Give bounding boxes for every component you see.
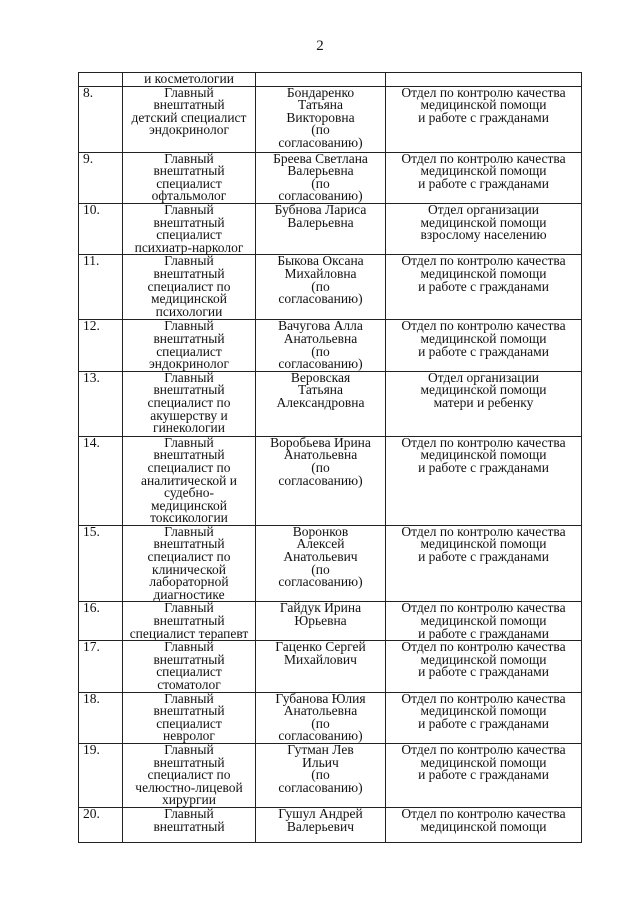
- department-cell: [386, 743, 582, 807]
- person-name-line: согласованию): [278, 356, 363, 372]
- department-line: и работе с гражданами: [418, 664, 549, 680]
- person-name-cell: [256, 320, 386, 371]
- specialist-title-line: внештатный: [153, 447, 225, 463]
- department-line: медицинской помощи: [420, 703, 547, 719]
- department-line: Отдел по контролю качества: [401, 253, 566, 269]
- person-name-cell: [256, 152, 386, 203]
- person-name-line: Бреева Светлана: [273, 150, 368, 166]
- specialist-title-line: хирургии: [161, 792, 217, 808]
- specialist-title-line: лабораторной: [149, 574, 229, 590]
- department-line: Отдел по контролю качества: [401, 600, 566, 616]
- person-name-line: Валерьевич: [286, 818, 355, 834]
- specialist-title-cell: [123, 371, 256, 436]
- specialist-title-line: гинекологии: [153, 420, 225, 436]
- person-name-line: Анатольевна: [283, 330, 358, 346]
- specialist-title-line: Главный: [164, 690, 214, 706]
- table-row: [79, 807, 582, 842]
- department-cell: [386, 371, 582, 436]
- specialist-title-line: внештатный: [153, 265, 225, 281]
- specialist-title-line: Главный: [164, 639, 214, 655]
- specialist-title-cell: [123, 602, 256, 641]
- department-line: Отдел организации: [428, 201, 539, 217]
- person-name-line: согласованию): [278, 188, 363, 204]
- table-row: [79, 203, 582, 254]
- specialist-title-line: Главный: [164, 369, 214, 385]
- specialist-title-line: специалист по: [147, 549, 231, 565]
- table-row: [79, 320, 582, 371]
- person-name-cell: [256, 371, 386, 436]
- person-name-line: Бондаренко: [286, 84, 355, 100]
- person-name-line: Татьяна: [297, 382, 344, 398]
- department-line: медицинской помощи: [420, 214, 547, 230]
- specialist-title-line: невролог: [163, 728, 215, 744]
- specialist-title-line: эндокринолог: [149, 122, 229, 138]
- specialists-table-body: [79, 73, 582, 843]
- specialist-title-line: Главный: [164, 318, 214, 334]
- department-line: и работе с гражданами: [418, 767, 549, 783]
- department-cell: [386, 320, 582, 371]
- specialist-title-cell: [123, 255, 256, 320]
- department-line: Отдел по контролю качества: [401, 805, 566, 821]
- department-cell: [386, 807, 582, 842]
- table-row: [79, 86, 582, 152]
- table-row: [79, 692, 582, 743]
- department-line: медицинской помощи: [420, 818, 547, 834]
- person-name-line: Веровская: [290, 369, 351, 385]
- table-row: [79, 602, 582, 641]
- table-row: [79, 371, 582, 436]
- specialist-title-line: эндокринолог: [149, 356, 229, 372]
- person-name-line: Викторовна: [286, 109, 355, 125]
- specialist-title-line: специалист: [156, 715, 222, 731]
- specialist-title-line: Главный: [164, 150, 214, 166]
- department-line: и работе с гражданами: [418, 343, 549, 359]
- department-line: медицинской помощи: [420, 97, 547, 113]
- department-line: и работе с гражданами: [418, 109, 549, 125]
- person-name-cell: [256, 807, 386, 842]
- specialist-title-line: Главный: [164, 253, 214, 269]
- person-name-cell: [256, 525, 386, 602]
- specialist-title-line: специалист по: [147, 394, 231, 410]
- specialist-title-line: внештатный: [153, 613, 225, 629]
- specialist-title-line: специалист: [156, 227, 222, 243]
- row-number: 16.: [79, 602, 123, 641]
- person-name-line: (по: [311, 767, 330, 783]
- specialist-title-cell: [123, 152, 256, 203]
- department-line: Отдел по контролю качества: [401, 523, 566, 539]
- department-line: Отдел по контролю качества: [401, 639, 566, 655]
- row-number: 17.: [79, 641, 123, 692]
- row-number: 19.: [79, 743, 123, 807]
- specialist-title-line: токсикологии: [150, 510, 228, 526]
- person-name-cell: [256, 255, 386, 320]
- department-line: матери и ребенку: [433, 394, 534, 410]
- specialist-title-line: Главный: [164, 600, 214, 616]
- department-line: медицинской помощи: [420, 330, 547, 346]
- specialist-title-cell: [123, 436, 256, 525]
- specialists-table: [78, 72, 582, 843]
- specialist-title-line: Главный: [164, 805, 214, 821]
- department-line: медицинской помощи: [420, 447, 547, 463]
- person-name-cell: [256, 641, 386, 692]
- department-line: медицинской помощи: [420, 754, 547, 770]
- department-line: и работе с гражданами: [418, 549, 549, 565]
- person-name-line: Гушул Андрей: [278, 805, 363, 821]
- specialist-title-cell: [123, 320, 256, 371]
- person-name-cell: [256, 743, 386, 807]
- department-line: медицинской помощи: [420, 613, 547, 629]
- department-line: Отдел по контролю качества: [401, 434, 566, 450]
- person-name-line: (по: [311, 715, 330, 731]
- specialist-title-line: внештатный: [153, 382, 225, 398]
- specialist-title-line: и косметологии: [144, 71, 234, 86]
- department-cell: [386, 602, 582, 641]
- specialist-title-line: психологии: [155, 303, 223, 319]
- specialist-title-line: специалист: [156, 343, 222, 359]
- specialist-title-line: судебно-: [164, 485, 214, 501]
- specialist-title-line: внештатный: [153, 163, 225, 179]
- department-cell: [386, 525, 582, 602]
- row-number: 9.: [79, 152, 123, 203]
- person-name-cell: [256, 86, 386, 152]
- specialist-title-line: внештатный: [153, 536, 225, 552]
- person-name-cell: [256, 203, 386, 254]
- person-name-line: Михайловна: [284, 265, 357, 281]
- department-line: медицинской помощи: [420, 536, 547, 552]
- department-line: Отдел по контролю качества: [401, 150, 566, 166]
- person-name-line: Бубнова Лариса: [274, 201, 367, 217]
- specialist-title-line: аналитической и: [141, 472, 237, 488]
- specialist-title-line: офтальмолог: [151, 188, 227, 204]
- specialist-title-line: внештатный: [153, 651, 225, 667]
- person-name-line: Анатольевна: [283, 703, 358, 719]
- person-name-line: Татьяна: [297, 97, 344, 113]
- person-name-line: Юрьевна: [294, 613, 347, 629]
- person-name-line: Гаценко Сергей: [275, 639, 366, 655]
- person-name-line: Михайлович: [284, 651, 357, 667]
- specialist-title-line: клинической: [152, 561, 226, 577]
- specialist-title-line: стоматолог: [157, 677, 221, 692]
- person-name-line: (по: [311, 561, 330, 577]
- specialist-title-line: Главный: [164, 523, 214, 539]
- specialist-title-line: внештатный: [153, 703, 225, 719]
- table-row: [79, 152, 582, 203]
- person-name-line: (по: [311, 343, 330, 359]
- row-number: 10.: [79, 203, 123, 254]
- specialist-title-line: Главный: [164, 201, 214, 217]
- specialist-title-cell: [123, 692, 256, 743]
- department-line: Отдел по контролю качества: [401, 318, 566, 334]
- specialist-title-line: специалист: [156, 664, 222, 680]
- department-cell: [386, 436, 582, 525]
- person-name-line: согласованию): [278, 134, 363, 150]
- person-name-line: Гутман Лев: [287, 741, 354, 757]
- specialist-title-line: специалист по: [147, 278, 231, 294]
- specialist-title-line: Главный: [164, 84, 214, 100]
- department-cell: [386, 203, 582, 254]
- table-row: [79, 641, 582, 692]
- department-line: и работе с гражданами: [418, 715, 549, 731]
- person-name-cell: [256, 602, 386, 641]
- department-line: Отдел по контролю качества: [401, 741, 566, 757]
- specialist-title-line: внештатный: [153, 330, 225, 346]
- department-line: и работе с гражданами: [418, 625, 549, 641]
- person-name-line: Валерьевна: [287, 163, 354, 179]
- specialist-title-line: специалист: [156, 175, 222, 191]
- row-number: 11.: [79, 255, 123, 320]
- person-name-line: Вачугова Алла: [278, 318, 363, 334]
- person-name-cell: [256, 436, 386, 525]
- row-number: 8.: [79, 86, 123, 152]
- department-cell: [386, 152, 582, 203]
- department-line: взрослому населению: [420, 227, 547, 243]
- specialist-title-cell: [123, 641, 256, 692]
- specialist-title-line: медицинской: [151, 291, 227, 307]
- specialist-title-line: медицинской: [151, 497, 227, 513]
- specialist-title-cell: [123, 525, 256, 602]
- person-name-line: Александровна: [276, 394, 365, 410]
- specialist-title-line: специалист по: [147, 459, 231, 475]
- specialist-title-line: специалист по: [147, 767, 231, 783]
- person-name-line: (по: [311, 175, 330, 191]
- specialist-title-line: челюстно-лицевой: [135, 779, 243, 795]
- person-name-line: Быкова Оксана: [277, 253, 364, 269]
- specialist-title-line: внештатный: [153, 214, 225, 230]
- department-cell: [386, 692, 582, 743]
- specialist-title-cell: [123, 86, 256, 152]
- specialist-title-cell: [123, 807, 256, 842]
- specialist-title-line: внештатный: [153, 818, 225, 834]
- department-line: Отдел по контролю качества: [401, 84, 566, 100]
- department-cell: [386, 641, 582, 692]
- department-line: Отдел по контролю качества: [401, 690, 566, 706]
- page-number: 2: [316, 38, 324, 54]
- person-name-line: Валерьевна: [287, 214, 354, 230]
- table-row: [79, 743, 582, 807]
- specialist-title-cell: [123, 743, 256, 807]
- department-cell: [386, 255, 582, 320]
- row-number: 14.: [79, 436, 123, 525]
- specialist-title-line: внештатный: [153, 97, 225, 113]
- department-line: медицинской помощи: [420, 651, 547, 667]
- department-line: медицинской помощи: [420, 382, 547, 398]
- row-number: 18.: [79, 692, 123, 743]
- specialist-title-line: специалист терапевт: [129, 625, 249, 641]
- person-name-line: Анатольевна: [283, 447, 358, 463]
- person-name-cell: [256, 692, 386, 743]
- department-cell: [386, 86, 582, 152]
- specialist-title-line: Главный: [164, 434, 214, 450]
- person-name-line: Анатольевич: [283, 549, 358, 565]
- person-name-line: согласованию): [278, 779, 363, 795]
- specialist-title-line: диагностике: [153, 586, 225, 602]
- department-line: и работе с гражданами: [418, 459, 549, 475]
- row-number: 12.: [79, 320, 123, 371]
- department-line: Отдел организации: [428, 369, 539, 385]
- person-name-line: (по: [311, 278, 330, 294]
- department-line: медицинской помощи: [420, 163, 547, 179]
- person-name-line: Воронков: [292, 523, 349, 539]
- specialist-title-line: Главный: [164, 741, 214, 757]
- person-name-line: согласованию): [278, 574, 363, 590]
- specialist-title-cell: [123, 203, 256, 254]
- person-name-line: согласованию): [278, 291, 363, 307]
- person-name-line: Гайдук Ирина: [279, 600, 362, 616]
- department-line: медицинской помощи: [420, 265, 547, 281]
- person-name-line: согласованию): [278, 728, 363, 744]
- person-name-line: Губанова Юлия: [275, 690, 366, 706]
- person-name-line: (по: [311, 122, 330, 138]
- person-name-line: согласованию): [278, 472, 363, 488]
- row-number: 20.: [79, 807, 123, 842]
- person-name-line: Воробьева Ирина: [270, 434, 371, 450]
- person-name-line: Ильич: [302, 754, 339, 770]
- department-line: и работе с гражданами: [418, 175, 549, 191]
- specialist-title-line: внештатный: [153, 754, 225, 770]
- specialist-title-line: детский специалист: [131, 109, 247, 125]
- row-number: 13.: [79, 371, 123, 436]
- person-name-line: Алексей: [296, 536, 345, 552]
- table-row: [79, 255, 582, 320]
- row-number: 15.: [79, 525, 123, 602]
- person-name-line: (по: [311, 459, 330, 475]
- specialist-title-line: акушерству и: [150, 407, 228, 423]
- table-row: [79, 436, 582, 525]
- department-line: и работе с гражданами: [418, 278, 549, 294]
- specialist-title-line: психиатр-нарколог: [134, 239, 244, 255]
- table-row: [79, 525, 582, 602]
